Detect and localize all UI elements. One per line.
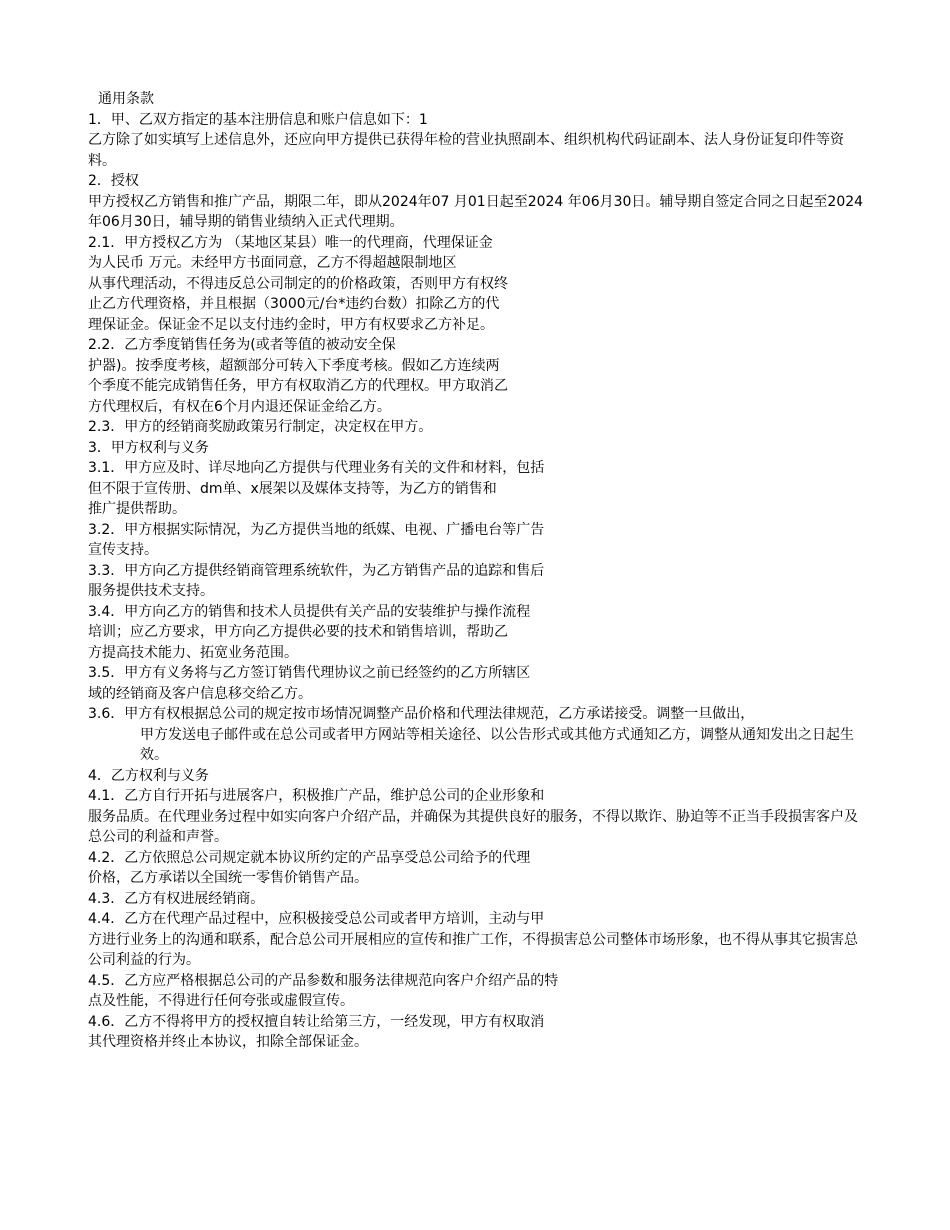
clause-2-1-line-4: 止乙方代理资格，并且根据（3000元/台*违约台数）扣除乙方的代 [88, 296, 500, 312]
clause-3-3-line-2: 服务提供技术支持。 [88, 583, 214, 599]
clause-3-6-line-1: 3.6．甲方有权根据总公司的规定按市场情况调整产品价格和代理法律规范，乙方承诺接受。调整一旦做出， [88, 706, 755, 722]
clause-4-6-line-2: 其代理资格并终止本协议，扣除全部保证金。 [88, 1034, 368, 1050]
clause-2-2-line-3: 个季度不能完成销售任务，甲方有权取消乙方的代理权。甲方取消乙 [88, 378, 508, 394]
clause-1-heading: 1．甲、乙双方指定的基本注册信息和账户信息如下：1 [88, 111, 428, 128]
clause-4-4-line-1: 4.4．乙方在代理产品过程中，应积极接受总公司或者甲方培训，主动与甲 [88, 911, 545, 927]
clause-4-5-line-2: 点及性能，不得进行任何夸张或虚假宣传。 [88, 993, 354, 1009]
clause-4-3: 4.3．乙方有权进展经销商。 [88, 890, 265, 907]
clause-3-5-line-2: 域的经销商及客户信息移交给乙方。 [88, 685, 312, 702]
clause-2-heading: 2．授权 [88, 173, 139, 189]
clause-4-1-line-2: 服务品质。在代理业务过程中如实向客户介绍产品，并确保为其提供良好的服务，不得以欺诈、胁迫等不正当手段损害客户及总公司的利益和声誉。 [88, 808, 858, 845]
clause-4-2-line-1: 4.2．乙方依照总公司规定就本协议所约定的产品享受总公司给予的代理 [88, 849, 531, 866]
clause-4-1-line-1: 4.1．乙方自行开拓与进展客户，积极推广产品，维护总公司的企业形象和 [88, 788, 545, 804]
clause-3-2-line-2: 宣传支持。 [88, 542, 158, 558]
clause-2-1-line-5: 理保证金。保证金不足以支付违约金时，甲方有权要求乙方补足。 [88, 316, 494, 333]
clause-3-5-line-1: 3.5．甲方有义务将与乙方签订销售代理协议之前已经签约的乙方所辖区 [88, 665, 531, 681]
clause-3-4-line-2: 培训；应乙方要求，甲方向乙方提供必要的技术和销售培训，帮助乙 [88, 624, 508, 640]
clause-3-heading: 3．甲方权利与义务 [88, 439, 209, 456]
clause-3-1-line-3: 推广提供帮助。 [88, 501, 186, 517]
clause-2-1-line-2: 为人民币 万元。未经甲方书面同意，乙方不得超越限制地区 [88, 255, 457, 271]
clause-3-1-line-2: 但不限于宣传册、dm单、x展架以及媒体支持等，为乙方的销售和 [88, 480, 497, 497]
clause-2-3: 2.3．甲方的经销商奖励政策另行制定，决定权在甲方。 [88, 419, 433, 435]
clause-3-2-line-1: 3.2．甲方根据实际情况，为乙方提供当地的纸媒、电视、广播电台等广告 [88, 521, 545, 538]
clause-3-4-line-1: 3.4．甲方向乙方的销售和技术人员提供有关产品的安装维护与操作流程 [88, 603, 531, 620]
clause-2-2-line-4: 方代理权后，有权在6个月内退还保证金给乙方。 [88, 398, 391, 415]
document-title: 通用条款 [98, 91, 154, 107]
clause-3-3-line-1: 3.3．甲方向乙方提供经销商管理系统软件，为乙方销售产品的追踪和售后 [88, 562, 545, 579]
clause-4-5-line-1: 4.5．乙方应严格根据总公司的产品参数和服务法律规范向客户介绍产品的特 [88, 972, 559, 989]
clause-4-heading: 4．乙方权利与义务 [88, 767, 209, 784]
clause-2-1-line-1: 2.1．甲方授权乙方为 （某地区某县）唯一的代理商，代理保证金 [88, 234, 493, 251]
clause-4-6-line-1: 4.6．乙方不得将甲方的授权擅自转让给第三方，一经发现，甲方有权取消 [88, 1013, 545, 1030]
clause-2-2-line-1: 2.2．乙方季度销售任务为(或者等值的被动安全保 [88, 337, 396, 353]
clause-3-1-line-1: 3.1．甲方应及时、详尽地向乙方提供与代理业务有关的文件和材料，包括 [88, 460, 545, 476]
clause-3-4-line-3: 方提高技术能力、拓宽业务范围。 [88, 644, 298, 661]
clause-2-body: 甲方授权乙方销售和推广产品，期限二年，即从2024年07 月01日起至2024 年06月30日。辅导期自签定合同之日起至2024年06月30日，辅导期的销售业绩纳入正式代理期。 [88, 193, 864, 230]
clause-3-6-line-2: 甲方发送电子邮件或在总公司或者甲方网站等相关途径、以公告形式或其他方式通知乙方，调整从通知发出之日起生效。 [140, 726, 854, 763]
clause-4-4-line-2: 方进行业务上的沟通和联系，配合总公司开展相应的宣传和推广工作，不得损害总公司整体市场形象，也不得从事其它损害总公司利益的行为。 [88, 931, 858, 968]
clause-1-body: 乙方除了如实填写上述信息外，还应向甲方提供已获得年检的营业执照副本、组织机构代码证副本、法人身份证复印件等资料。 [88, 132, 844, 169]
clause-4-2-line-2: 价格，乙方承诺以全国统一零售价销售产品。 [88, 870, 368, 886]
clause-2-2-line-2: 护器)。按季度考核，超额部分可转入下季度考核。假如乙方连续两 [88, 357, 500, 374]
clause-2-1-line-3: 从事代理活动，不得违反总公司制定的的价格政策，否则甲方有权终 [88, 275, 508, 292]
